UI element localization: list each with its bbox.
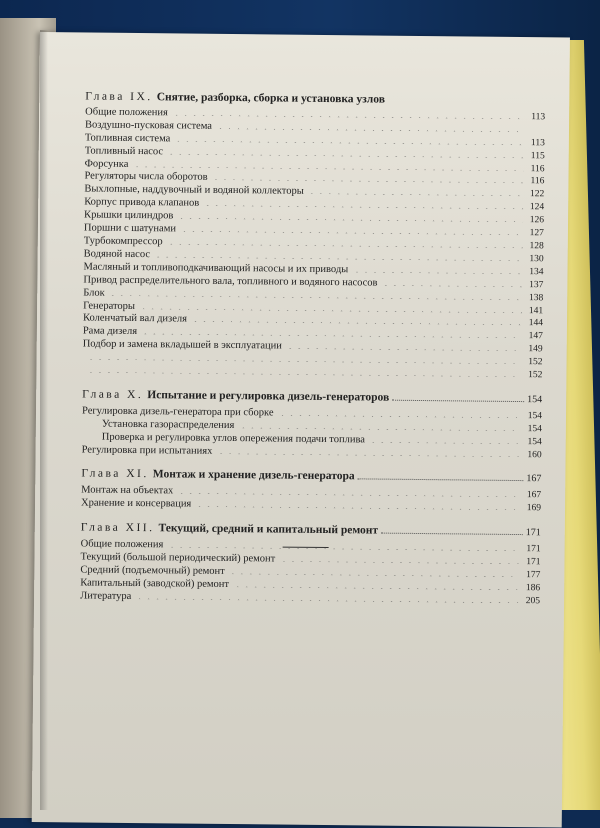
- chapter-heading: [81, 468, 541, 487]
- entry-page: 160: [524, 449, 542, 462]
- dot-leader: [135, 598, 519, 603]
- entry-page: 147: [525, 330, 543, 343]
- entry-title: Топливный насос: [85, 145, 163, 159]
- entry-page: 154: [524, 436, 542, 449]
- chapter-label: Глава X.: [82, 388, 143, 402]
- entry-page: 130: [526, 253, 544, 266]
- chapter-heading: [81, 522, 541, 541]
- entry-title: Водяной насос: [84, 248, 150, 262]
- entry-title: Коленчатый вал дизеля: [83, 313, 187, 327]
- dot-leader: [86, 372, 521, 378]
- entry-title: Блок: [83, 287, 105, 300]
- chapter-10: [82, 388, 543, 461]
- entry-title: Хранение и консервация: [81, 498, 191, 512]
- chapter-12: [80, 522, 541, 608]
- entry-title: Форсунка: [85, 158, 129, 171]
- dot-leader: [191, 321, 522, 325]
- entry-page: 144: [525, 318, 543, 331]
- dot-leader: [392, 400, 524, 402]
- dot-leader: [278, 414, 521, 418]
- dot-leader: [154, 256, 523, 261]
- entry-title: Регулировка дизель-генератора при сборке: [82, 405, 274, 420]
- entry-page: 154: [524, 423, 542, 436]
- dot-leader: [212, 179, 524, 183]
- entry-page: 124: [526, 201, 544, 214]
- entry-title: Регуляторы числа оборотов: [84, 171, 207, 185]
- entry-title: Крышки цилиндров: [84, 210, 173, 224]
- chapter-page: 167: [526, 474, 541, 487]
- entry-page: 186: [522, 582, 540, 595]
- dot-leader: [195, 506, 520, 510]
- chapter-title: Монтаж и хранение дизель-генератора: [153, 469, 355, 484]
- dot-leader: [352, 271, 522, 274]
- dot-leader: [141, 333, 522, 338]
- entry-page: 113: [527, 111, 545, 124]
- entry-page: 154: [524, 410, 542, 423]
- entry-page: 116: [526, 176, 544, 189]
- dot-leader: [180, 231, 523, 236]
- entry-title: Масляный и топливоподкачивающий насосы и их приводы: [83, 261, 348, 277]
- dot-leader: [203, 205, 523, 209]
- dot-leader: [229, 573, 520, 577]
- dot-leader: [381, 533, 523, 535]
- entry-title: Литература: [80, 590, 131, 603]
- entry-page: 126: [526, 214, 544, 227]
- entry-title: Проверка и регулировка углов опережения подачи топлива: [102, 431, 365, 447]
- entry-page: 171: [522, 556, 540, 569]
- dot-leader: [369, 441, 521, 444]
- entry-title: Общие положения: [81, 539, 164, 553]
- entry-page: 137: [525, 279, 543, 292]
- entry-page: 127: [526, 227, 544, 240]
- entry-page: 171: [523, 543, 541, 556]
- chapter-11: [81, 468, 541, 516]
- entry-page: 149: [525, 343, 543, 356]
- dot-leader: [177, 493, 520, 498]
- dot-leader: [109, 294, 523, 299]
- entry-page: 205: [522, 595, 540, 608]
- entry-title: Выхлопные, наддувочный и водяной коллекторы: [84, 184, 304, 199]
- entry-page: 113: [527, 137, 545, 150]
- chapter-label: Глава XII.: [81, 522, 155, 536]
- chapter-heading: [82, 388, 542, 407]
- dot-leader: [382, 284, 523, 286]
- entry-title: Регулировка при испытаниях: [82, 444, 213, 458]
- entry-title: Топливная система: [85, 132, 171, 146]
- entry-title: Корпус привода клапанов: [84, 197, 199, 211]
- entry-title: Текущий (большой периодический) ремонт: [80, 551, 275, 566]
- entry-page: 152: [524, 356, 542, 369]
- entry-title: Установка газораспределения: [102, 418, 235, 432]
- dot-leader: [308, 193, 524, 196]
- chapter-title: Текущий, средний и капитальный ремонт: [158, 522, 378, 537]
- entry-title: Турбокомпрессор: [84, 235, 163, 249]
- chapter-heading: [85, 90, 545, 108]
- chapter-9: [82, 90, 545, 382]
- entry-title: Поршни с шатунами: [84, 223, 176, 237]
- entry-page: 115: [527, 150, 545, 163]
- dot-leader: [358, 479, 524, 482]
- chapter-page: 171: [526, 527, 541, 540]
- dot-leader: [177, 218, 523, 223]
- dot-leader: [238, 427, 520, 431]
- entry-page: 169: [523, 502, 541, 515]
- entry-title: Воздушно-пусковая система: [85, 119, 212, 133]
- dot-leader: [87, 359, 522, 365]
- entry-page: 128: [526, 240, 544, 253]
- dot-leader: [286, 348, 522, 351]
- dot-leader: [279, 561, 519, 565]
- chapter-label: Глава IX.: [85, 90, 153, 104]
- dot-leader: [167, 153, 524, 158]
- entry-page: 152: [524, 369, 542, 382]
- entry-page: 134: [525, 266, 543, 279]
- entry-page: 167: [523, 489, 541, 502]
- page-crease-shadow: [40, 30, 48, 810]
- entry-title: Рама дизеля: [83, 326, 137, 339]
- chapter-title: Испытание и регулировка дизель-генераторов: [147, 389, 389, 404]
- dot-leader: [167, 243, 523, 248]
- dot-leader: [132, 166, 523, 171]
- chapter-title: Снятие, разборка, сборка и установка узлов: [157, 91, 385, 106]
- dot-leader: [174, 140, 524, 145]
- dot-leader: [172, 114, 524, 119]
- entry-page: 122: [526, 188, 544, 201]
- entry-title: Подбор и замена вкладышей в эксплуатации: [83, 339, 282, 354]
- entry-page: 177: [522, 569, 540, 582]
- entry-title: Монтаж на объектах: [81, 485, 173, 499]
- entry-title: Генераторы: [83, 300, 135, 313]
- entry-page: 141: [525, 305, 543, 318]
- entry-title: Привод распределительного вала, топливного и водяного насосов: [83, 274, 377, 290]
- chapter-page: 154: [527, 394, 542, 407]
- entry-title: Капитальный (заводской) ремонт: [80, 577, 229, 591]
- dot-leader: [167, 546, 519, 551]
- dot-leader: [233, 586, 519, 590]
- entry-title: Общие положения: [85, 106, 168, 120]
- book-page: [32, 32, 570, 828]
- dot-leader: [139, 308, 522, 313]
- table-of-contents: [80, 90, 545, 618]
- dot-leader: [216, 452, 520, 456]
- dot-leader: [216, 128, 524, 132]
- chapter-label: Глава XI.: [81, 468, 149, 482]
- entry-page: 116: [527, 163, 545, 176]
- entry-title: Средний (подъемочный) ремонт: [80, 564, 225, 578]
- entry-page: 138: [525, 292, 543, 305]
